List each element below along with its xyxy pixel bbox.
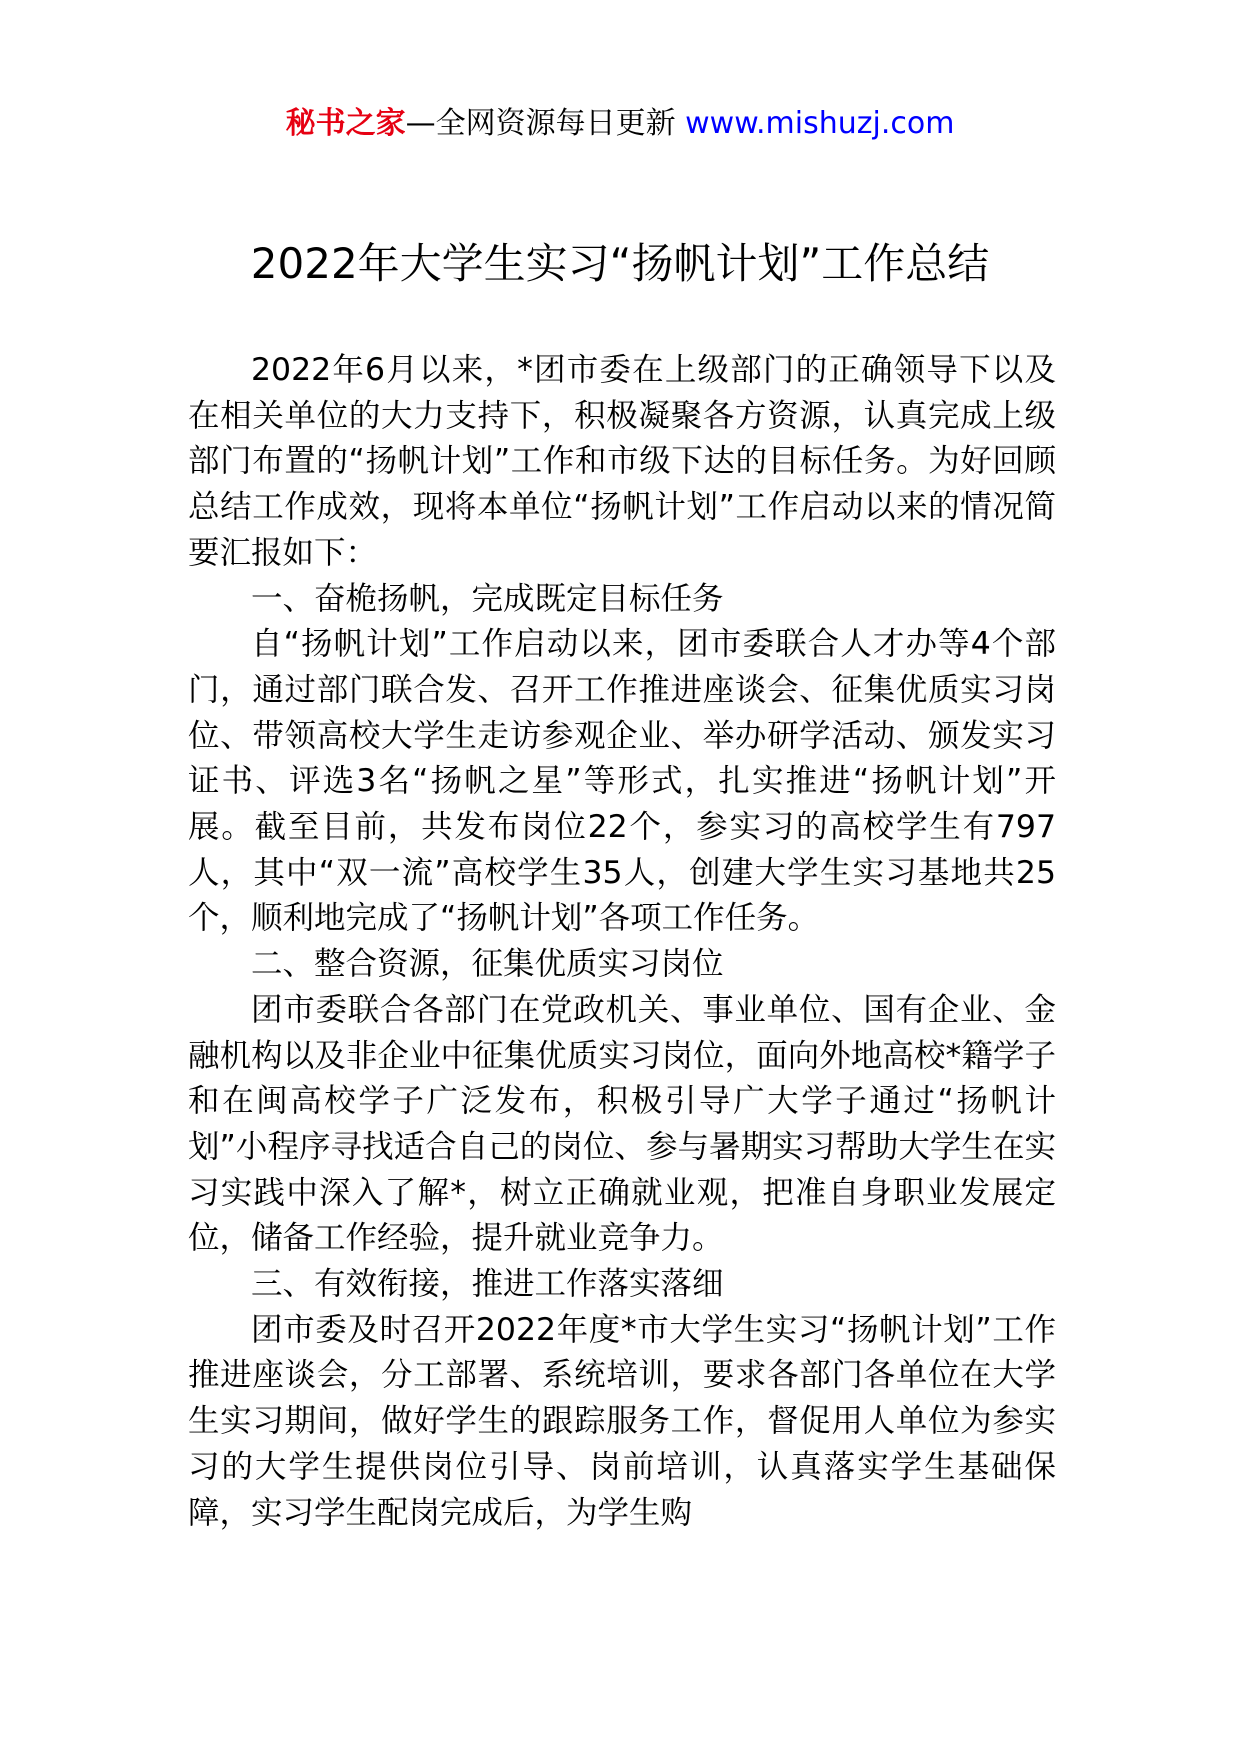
header-tagline: —全网资源每日更新 [405, 106, 686, 141]
section-heading-3: 三、有效衔接，推进工作落实落细 [251, 1266, 724, 1303]
intro-paragraph: 2022年6月以来，*团市委在上级部门的正确领导下以及在相关单位的大力支持下，积极凝聚各方资源，认真完成上级部门布置的“扬帆计划”工作和市级下达的目标任务。为好回顾总结工作成效，现将本单位“扬帆计划”工作启动以来的情况简要汇报如下： [188, 352, 1056, 571]
section-heading-2: 二、整合资源，征集优质实习岗位 [251, 946, 724, 983]
section-paragraph-1: 自“扬帆计划”工作启动以来，团市委联合人才办等4个部门，通过部门联合发、召开工作推进座谈会、征集优质实习岗位、带领高校大学生走访参观企业、举办研学活动、颁发实习证书、评选3名“扬帆之星”等形式，扎实推进“扬帆计划”开展。截至目前，共发布岗位22个，参实习的高校学生有797人，其中“双一流”高校学生35人，创建大学生实习基地共25个，顺利地完成了“扬帆计划”各项工作任务。 [188, 626, 1056, 937]
site-header [0, 104, 1240, 144]
section-paragraph-3: 团市委及时召开2022年度*市大学生实习“扬帆计划”工作推进座谈会，分工部署、系统培训，要求各部门各单位在大学生实习期间，做好学生的跟踪服务工作，督促用人单位为参实习的大学生提供岗位引导、岗前培训，认真落实学生基础保障，实习学生配岗完成后，为学生购 [188, 1311, 1056, 1531]
site-url-link[interactable]: www.mishuzj.com [685, 106, 955, 141]
brand-name: 秘书之家 [285, 106, 406, 141]
section-paragraph-2: 团市委联合各部门在党政机关、事业单位、国有企业、金融机构以及非企业中征集优质实习岗位，面向外地高校*籍学子和在闽高校学子广泛发布，积极引导广大学子通过“扬帆计划”小程序寻找适合自己的岗位、参与暑期实习帮助大学生在实习实践中深入了解*，树立正确就业观，把准自身职业发展定位，储备工作经验，提升就业竞争力。 [188, 991, 1056, 1257]
document-body [188, 348, 1056, 1536]
section-heading-1: 一、奋桅扬帆，完成既定目标任务 [251, 580, 724, 617]
document-title: 2022年大学生实习“扬帆计划”工作总结 [250, 239, 990, 288]
